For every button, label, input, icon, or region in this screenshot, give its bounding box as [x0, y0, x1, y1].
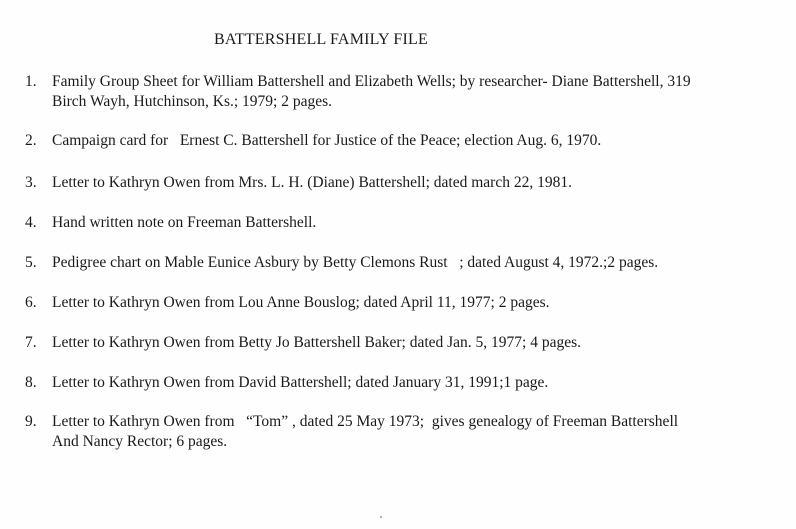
- entry-text: [52, 253, 658, 273]
- document-title: BATTERSHELL FAMILY FILE: [214, 31, 428, 48]
- entry-number: 8.: [25, 374, 37, 391]
- entry-line: Pedigree chart on Mable Eunice Asbury by Betty Clemons Rust ; dated August 4, 1972.;2 pages.: [52, 254, 659, 271]
- entry-number: 7.: [25, 334, 37, 351]
- entry-text: [52, 293, 550, 313]
- entry-text: [52, 412, 678, 452]
- scan-speck: [380, 516, 382, 518]
- entry-line: Letter to Kathryn Owen from “Tom” , dated 25 May 1973; gives genealogy of Freeman Battershell: [52, 413, 679, 430]
- entry-line: Letter to Kathryn Owen from Betty Jo Battershell Baker; dated Jan. 5, 1977; 4 pages.: [52, 334, 582, 351]
- entry-number: 5.: [25, 254, 37, 271]
- entry-line: Birch Wayh, Hutchinson, Ks.; 1979; 2 pages.: [52, 93, 333, 110]
- entry-text: [52, 173, 572, 193]
- entry-text: [52, 373, 548, 393]
- entry-line: And Nancy Rector; 6 pages.: [52, 433, 228, 450]
- entry-line: Letter to Kathryn Owen from Mrs. L. H. (Diane) Battershell; dated march 22, 1981.: [52, 174, 572, 191]
- entry-number: 4.: [25, 214, 37, 231]
- entry-text: [52, 333, 581, 353]
- entry-line: Campaign card for Ernest C. Battershell for Justice of the Peace; election Aug. 6, 1970.: [52, 132, 602, 149]
- entry-number: 2.: [25, 132, 37, 149]
- entry-line: Letter to Kathryn Owen from David Battershell; dated January 31, 1991;1 page.: [52, 374, 549, 391]
- entry-text: [52, 131, 601, 151]
- entry-number: 3.: [25, 174, 37, 191]
- entry-line: Hand written note on Freeman Battershell.: [52, 214, 317, 231]
- entry-text: [52, 72, 691, 112]
- entry-line: Family Group Sheet for William Battershell and Elizabeth Wells; by researcher- Diane Battershell, 319: [52, 73, 691, 90]
- entry-text: [52, 213, 316, 233]
- entry-number: 1.: [25, 73, 37, 90]
- entry-number: 9.: [25, 413, 37, 430]
- entry-line: Letter to Kathryn Owen from Lou Anne Bouslog; dated April 11, 1977; 2 pages.: [52, 294, 550, 311]
- entry-number: 6.: [25, 294, 37, 311]
